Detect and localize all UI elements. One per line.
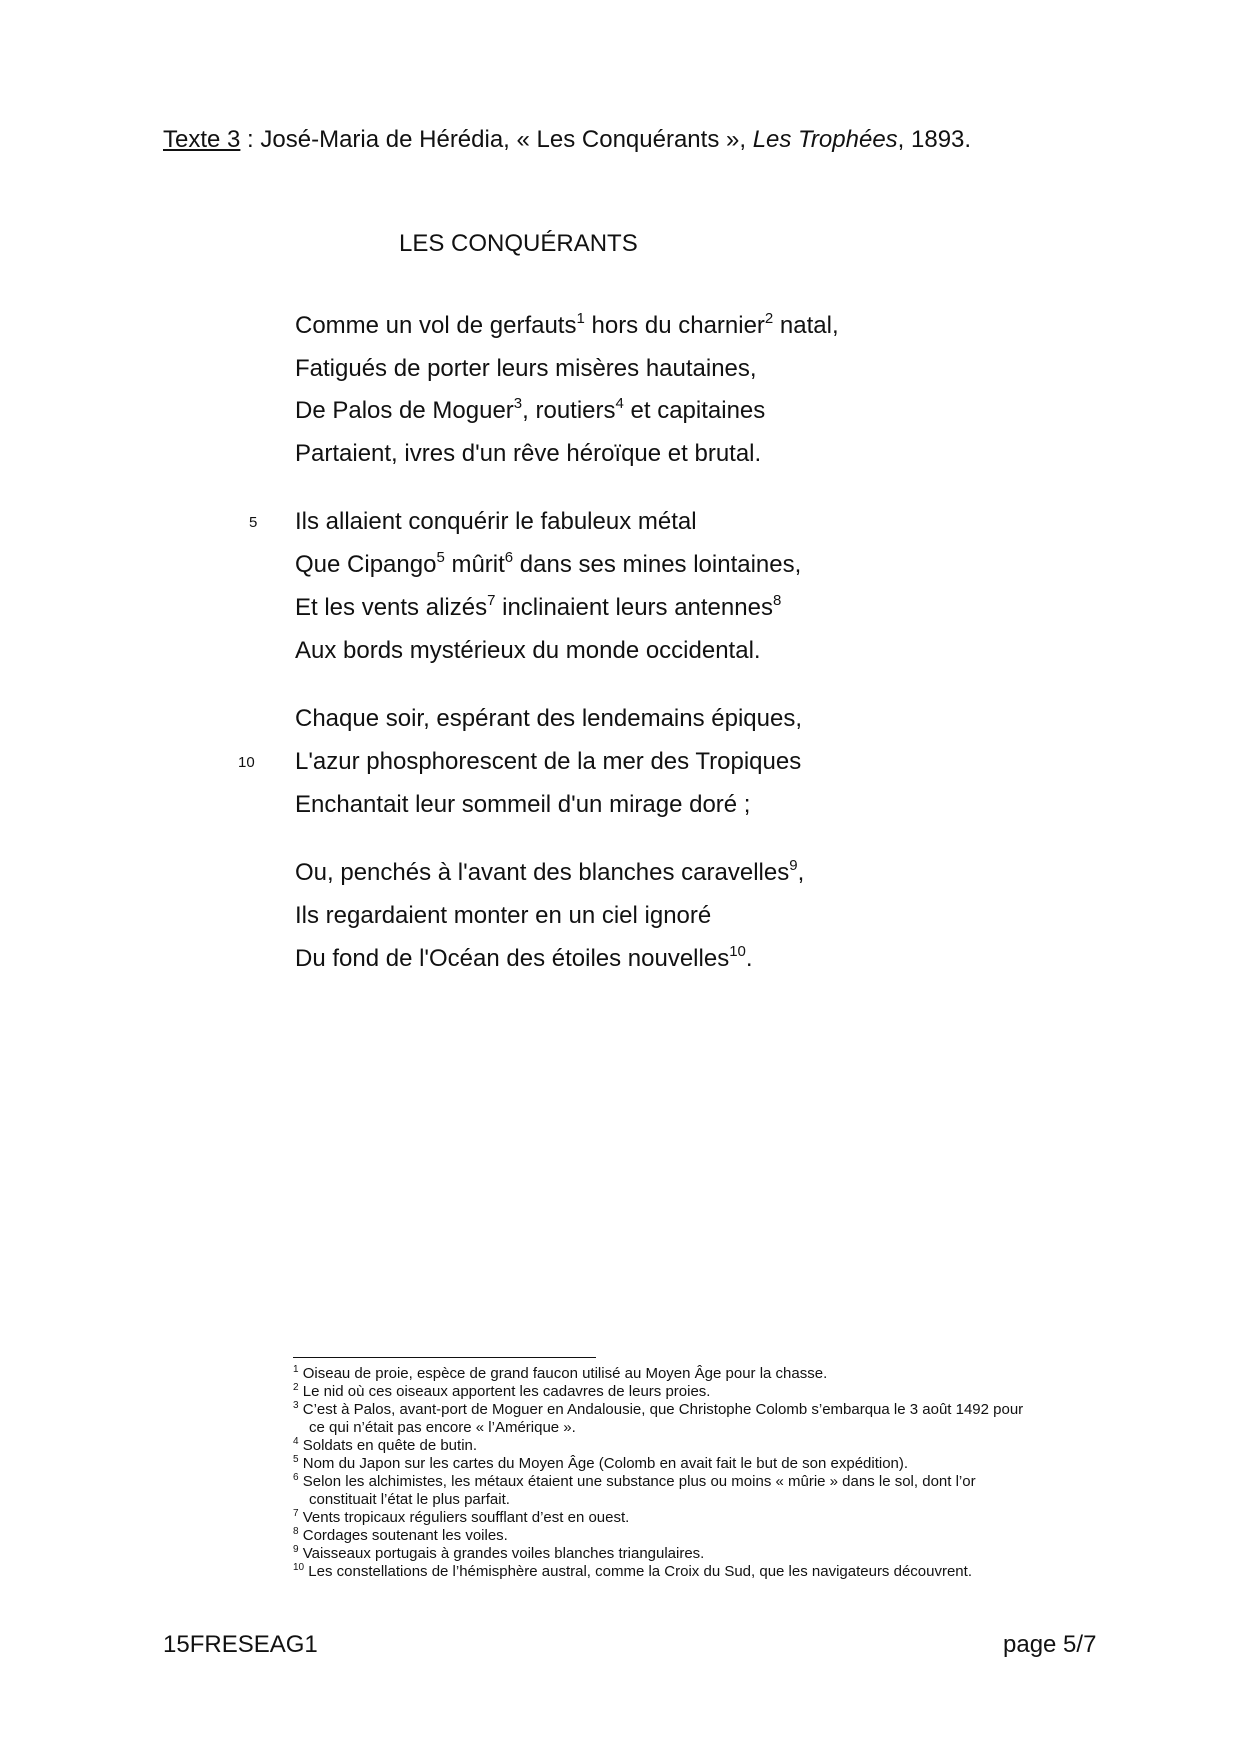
poem-line-6: Que Cipango$^5$ mûrit$^6$ dans ses mines lointaines, (295, 549, 802, 578)
text-label: Texte 3 (163, 126, 241, 153)
poem-line-5: Ils allaient conquérir le fabuleux métal (295, 508, 697, 535)
footnote-5: $^5$ Nom du Japon sur les cartes du Moyen Âge (Colomb en avait fait le but de son expédition). (293, 1454, 909, 1472)
footnote-ref: 6 (504, 549, 514, 566)
footnote-ref: 8 (772, 592, 782, 609)
footnote-ref: 9 (789, 857, 798, 874)
footnote-8: $^8$ Cordages soutenant les voiles. (293, 1526, 508, 1544)
poem-line-10: L'azur phosphorescent de la mer des Tropiques (295, 748, 802, 775)
footnote-10: $^{10}$ Les constellations de l’hémisphère austral, comme la Croix du Sud, que les navigateurs découvrent. (293, 1562, 972, 1580)
footnote-6-continued: constituait l’état le plus parfait. (309, 1491, 510, 1508)
poem-line-8: Aux bords mystérieux du monde occidental. (295, 637, 761, 664)
heading-author: José-Maria de Hérédia, « Les Conquérants », (260, 126, 753, 153)
footnote-ref: 7 (487, 592, 496, 609)
footnote-2: $^2$ Le nid où ces oiseaux apportent les cadavres de leurs proies. (293, 1382, 711, 1400)
poem-line-13: Ils regardaient monter en un ciel ignoré (295, 902, 712, 929)
footnote-ref: 4 (615, 395, 624, 412)
footnote-6: $^6$ Selon les alchimistes, les métaux étaient une substance plus ou moins « mûrie » dans le sol, dont l’or (293, 1472, 976, 1490)
document-code: 15FRESEAG1 (163, 1631, 318, 1658)
poem-line-3: De Palos de Moguer$^3$, routiers$^4$ et capitaines (295, 395, 766, 424)
footnote-separator (293, 1357, 596, 1358)
poem-line-9: Chaque soir, espérant des lendemains épiques, (295, 705, 802, 732)
poem-line-12: Ou, penchés à l'avant des blanches caravelles$^9$, (295, 857, 805, 886)
footnote-ref: 10 (729, 943, 746, 960)
footnote-3-continued: ce qui n’était pas encore « l’Amérique ». (309, 1419, 576, 1436)
poem-line-4: Partaient, ivres d'un rêve héroïque et brutal. (295, 440, 762, 467)
footnote-3: $^3$ C’est à Palos, avant-port de Moguer en Andalousie, que Christophe Colomb s’embarqua le 3 août 1492 pour (293, 1400, 1024, 1418)
poem-line-1: Comme un vol de gerfauts$^1$ hors du charnier$^2$ natal, (295, 310, 839, 339)
footnote-9: $^9$ Vaisseaux portugais à grandes voiles blanches triangulaires. (293, 1544, 705, 1562)
poem-title: LES CONQUÉRANTS (399, 230, 638, 257)
text-heading (163, 126, 971, 154)
footnote-ref: 3 (513, 395, 523, 412)
heading-work-title: Les Trophées (752, 126, 898, 153)
heading-separator: : (240, 126, 261, 153)
footnote-ref: 1 (576, 310, 585, 327)
footnote-ref: 5 (436, 549, 445, 566)
footnote-1: $^1$ Oiseau de proie, espèce de grand faucon utilisé au Moyen Âge pour la chasse. (293, 1364, 828, 1382)
poem-line-14: Du fond de l'Océan des étoiles nouvelles$^{10}$. (295, 943, 753, 972)
line-number-10: 10 (238, 754, 255, 771)
poem-line-7: Et les vents alizés$^7$ inclinaient leurs antennes$^8$ (295, 592, 782, 621)
footnote-ref: 2 (764, 310, 774, 327)
poem-line-2: Fatigués de porter leurs misères hautaines, (295, 355, 757, 382)
footnote-4: $^4$ Soldats en quête de butin. (293, 1436, 478, 1454)
heading-year: , 1893. (897, 126, 972, 153)
poem-line-11: Enchantait leur sommeil d'un mirage doré ; (295, 791, 751, 818)
footnote-7: $^7$ Vents tropicaux réguliers soufflant d’est en ouest. (293, 1508, 630, 1526)
line-number-5: 5 (249, 514, 258, 531)
page-number: page 5/7 (1003, 1631, 1097, 1658)
